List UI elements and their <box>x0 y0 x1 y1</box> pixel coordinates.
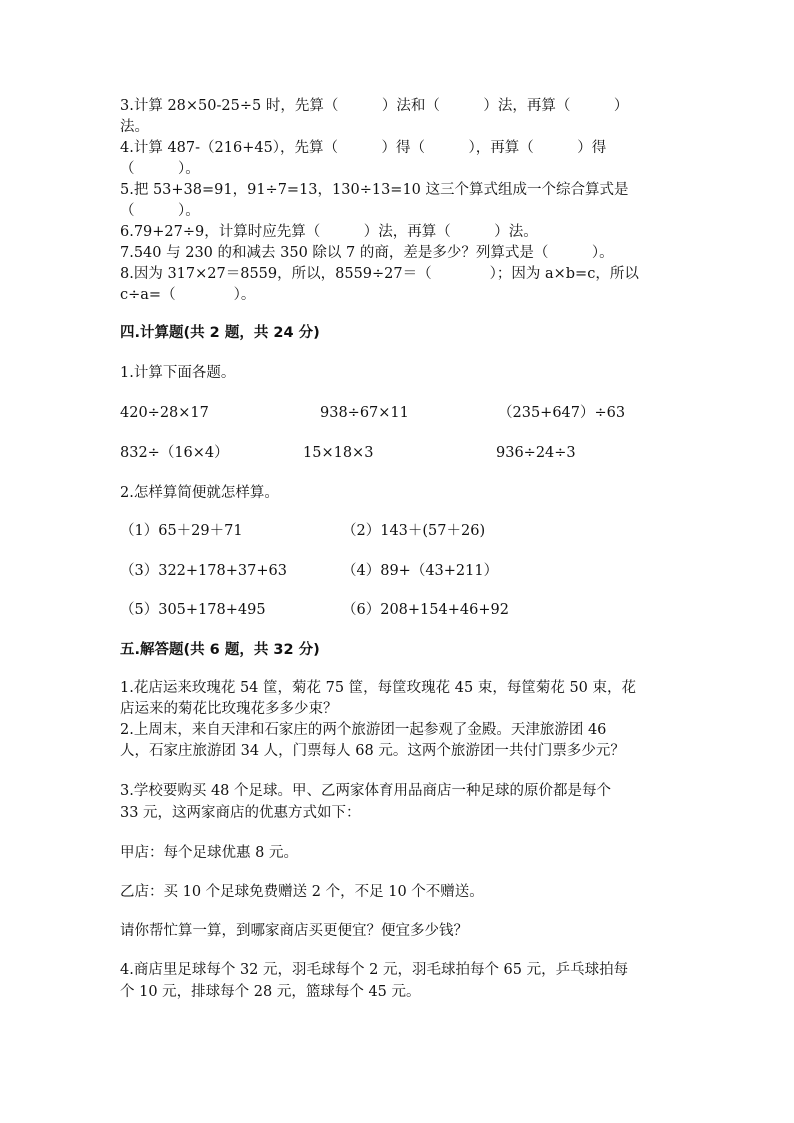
question-4-line-1: 4.计算 487-（216+45），先算（ ）得（ ），再算（ ）得 <box>120 140 607 156</box>
word-problem-3-line-1: 3.学校要购买 48 个足球。甲、乙两家体育用品商店一种足球的原价都是每个 <box>120 783 612 799</box>
question-7-line-1: 7.540 与 230 的和减去 350 除以 7 的商，差是多少？列算式是（ ）。 <box>120 245 614 261</box>
calc-item-1: 420÷28×17 <box>120 405 209 421</box>
calc-item-6: 936÷24÷3 <box>496 445 576 461</box>
simplify-item-4: （4）89+（43+211） <box>342 563 499 579</box>
word-problem-2-line-1: 2.上周末，来自天津和石家庄的两个旅游团一起参观了金殿。天津旅游团 46 <box>120 722 607 738</box>
store-b-offer: 乙店：买 10 个足球免费赠送 2 个，不足 10 个不赠送。 <box>120 884 484 900</box>
simplify-item-2: （2）143＋(57＋26) <box>342 523 486 539</box>
simplify-item-1: （1）65＋29＋71 <box>120 523 243 539</box>
question-5-line-2: （ ）。 <box>120 203 200 219</box>
calc-item-4: 832÷（16×4） <box>120 445 229 461</box>
simplify-prompt: 2.怎样算简便就怎样算。 <box>120 485 279 501</box>
word-problem-4-line-1: 4.商店里足球每个 32 元，羽毛球每个 2 元，羽毛球拍每个 65 元，乒乓球拍每 <box>120 962 629 978</box>
simplify-item-3: （3）322+178+37+63 <box>120 563 287 579</box>
question-4-line-2: （ ）。 <box>120 161 200 177</box>
question-3-line-1: 3.计算 28×50-25÷5 时，先算（ ）法和（ ）法，再算（ ） <box>120 98 629 114</box>
question-6-line-1: 6.79+27÷9，计算时应先算（ ）法，再算（ ）法。 <box>120 224 538 240</box>
question-5-line-1: 5.把 53+38=91，91÷7=13，130÷13=10 这三个算式组成一个综合算式是 <box>120 182 629 198</box>
calc-item-5: 15×18×3 <box>303 445 374 461</box>
calc-item-3: （235+647）÷63 <box>498 405 626 421</box>
simplify-item-6: （6）208+154+46+92 <box>342 602 509 618</box>
store-a-offer: 甲店：每个足球优惠 8 元。 <box>120 845 298 861</box>
word-problem-1-line-2: 店运来的菊花比玫瑰花多多少束？ <box>120 701 338 717</box>
question-8-line-2: c÷a=（ ）。 <box>120 287 256 303</box>
word-problem-3-question: 请你帮忙算一算，到哪家商店买更便宜？便宜多少钱？ <box>120 923 468 939</box>
question-3-line-2: 法。 <box>120 119 149 135</box>
word-problem-4-line-2: 个 10 元，排球每个 28 元，篮球每个 45 元。 <box>120 984 421 1000</box>
section-5-title: 五.解答题(共 6 题，共 32 分) <box>120 642 320 658</box>
simplify-item-5: （5）305+178+495 <box>120 602 266 618</box>
section-4-title: 四.计算题(共 2 题，共 24 分) <box>120 325 320 341</box>
word-problem-1-line-1: 1.花店运来玫瑰花 54 筐，菊花 75 筐，每筐玫瑰花 45 束，每筐菊花 50 束，花 <box>120 680 637 696</box>
calc-prompt: 1.计算下面各题。 <box>120 365 236 381</box>
word-problem-3-line-2: 33 元，这两家商店的优惠方式如下： <box>120 805 361 821</box>
word-problem-2-line-2: 人，石家庄旅游团 34 人，门票每人 68 元。这两个旅游团一共付门票多少元？ <box>120 743 625 759</box>
question-8-line-1: 8.因为 317×27＝8559，所以，8559÷27＝（ ）；因为 a×b=c，所以 <box>120 266 639 282</box>
calc-item-2: 938÷67×11 <box>320 405 409 421</box>
